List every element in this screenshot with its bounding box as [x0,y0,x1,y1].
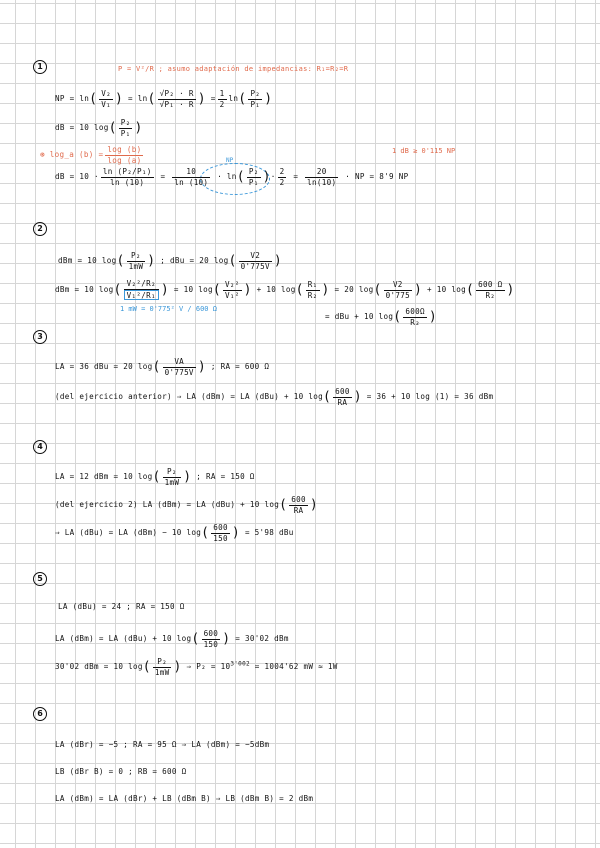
p5-line1: LA (dBu) = 24 ; RA = 150 Ω [58,602,185,611]
p5-line2: LA (dBm) = LA (dBu) + 10 log( $\frac{600}{150}$ ) = 30'02 dBm [55,629,289,649]
np-equation: NP = ln( $\frac{\text{V₂}}{\text{V₁}}$ ) = ln( $\frac{\text{√P₂ · R}}{\text{√P₁ · R}}$ ) = $\frac{1}{2}$ ln( $\frac{\text{P₂}}{\text{P₁}}$ ) [55,89,273,109]
problem-number-1: 1 [33,60,47,74]
np-tag: NP [226,157,234,164]
p4-line3: ⇒ LA (dBu) = LA (dBm) − 10 log( $\frac{600}{150}$ ) = 5'98 dBu [55,523,294,543]
db-definition: dB = 10 log( $\frac{\text{P₂}}{\text{P₁}}$ ) [55,118,143,138]
p3-line2: (del ejercicio anterior) ⇒ LA (dBm) = LA (dBu) + 10 log( $\frac{600}{RA}$ ) = 36 + 10 log (1) = 36 dBm [55,387,494,407]
problem-number-5: 5 [33,572,47,586]
p4-line1: LA = 12 dBm = 10 log( $\frac{\text{P₂}}{1mW}$ ) ; RA = 150 Ω [55,467,255,487]
db-np-note: 1 dB ≥ 0'115 NP [392,147,456,155]
p6-line2: LB (dBr B) = 0 ; RB = 600 Ω [55,767,187,776]
problem-number-2: 2 [33,222,47,236]
db-to-np-equation: dB = 10 · $\frac{\text{ln (P₂/P₁)}}{\ln (10)}$ = $\frac{10}{\ln (10)}$ · ln( $\frac{\text{P₂}}{\text{P₁}}$ )· $\frac{2}{2}$ = $\frac{20}{\ln(10)}$ · NP = 8'9 NP [55,167,409,187]
p6-line1: LA (dBr) = −5 ; RA = 95 Ω ⇒ LA (dBm) = −5dBm [55,740,270,749]
problem-number-6: 6 [33,707,47,721]
p4-line2: (del ejercicio 2) LA (dBm) = LA (dBu) + 10 log( $\frac{600}{RA}$ ) [55,495,319,515]
mw-blue-note: 1 mW = 0'775² V / 600 Ω [120,305,217,313]
dbm-dbu-relation: = dBu + 10 log( $\frac{600\Omega}{\text{R₂}}$ ) [325,307,437,327]
dbm-expansion: dBm = 10 log( $\frac{\text{V₂²/R₂}}{\text{V₁²/R₁}}$ ) = 10 log( $\frac{\text{V₂²}}{\text{V₁²}}$ ) + 10 log( $\frac{\text{R₁}}{\text{R₂}}$ ) = 20 log( $\frac{V2}{0'775}$ ) + 10 log( $\frac{600 \Omega}{\text{R₂}}$ ) [55,279,515,300]
dbm-dbu-definitions: dBm = 10 log( $\frac{\text{P₂}}{1mW}$ ) ; dBu = 20 log( $\frac{V2}{0'775V}$ ) [58,251,282,271]
problem-number-3: 3 [33,330,47,344]
p3-line1: LA = 36 dBu = 20 log( $\frac{VA}{0'775V}$ ) ; RA = 600 Ω [55,357,270,377]
p5-line3: 30'02 dBm = 10 log( $\frac{\text{P₂}}{1mW}$ ) ⇒ $P_2 = 10^{3'002} = 1004'62$ mW ≈ 1W [55,657,338,677]
p6-line3: LA (dBm) = LA (dBr) + LB (dBm B) ⇒ LB (dBm B) = 2 dBm [55,794,314,803]
log-change-of-base: ⊛ log_a (b) = $\frac{\log (b)}{\log (a)}$ [40,145,142,165]
impedance-note: P = V²/R ; asumo adaptación de impedancias: R₁=R₂=R [118,65,349,73]
problem-number-4: 4 [33,440,47,454]
